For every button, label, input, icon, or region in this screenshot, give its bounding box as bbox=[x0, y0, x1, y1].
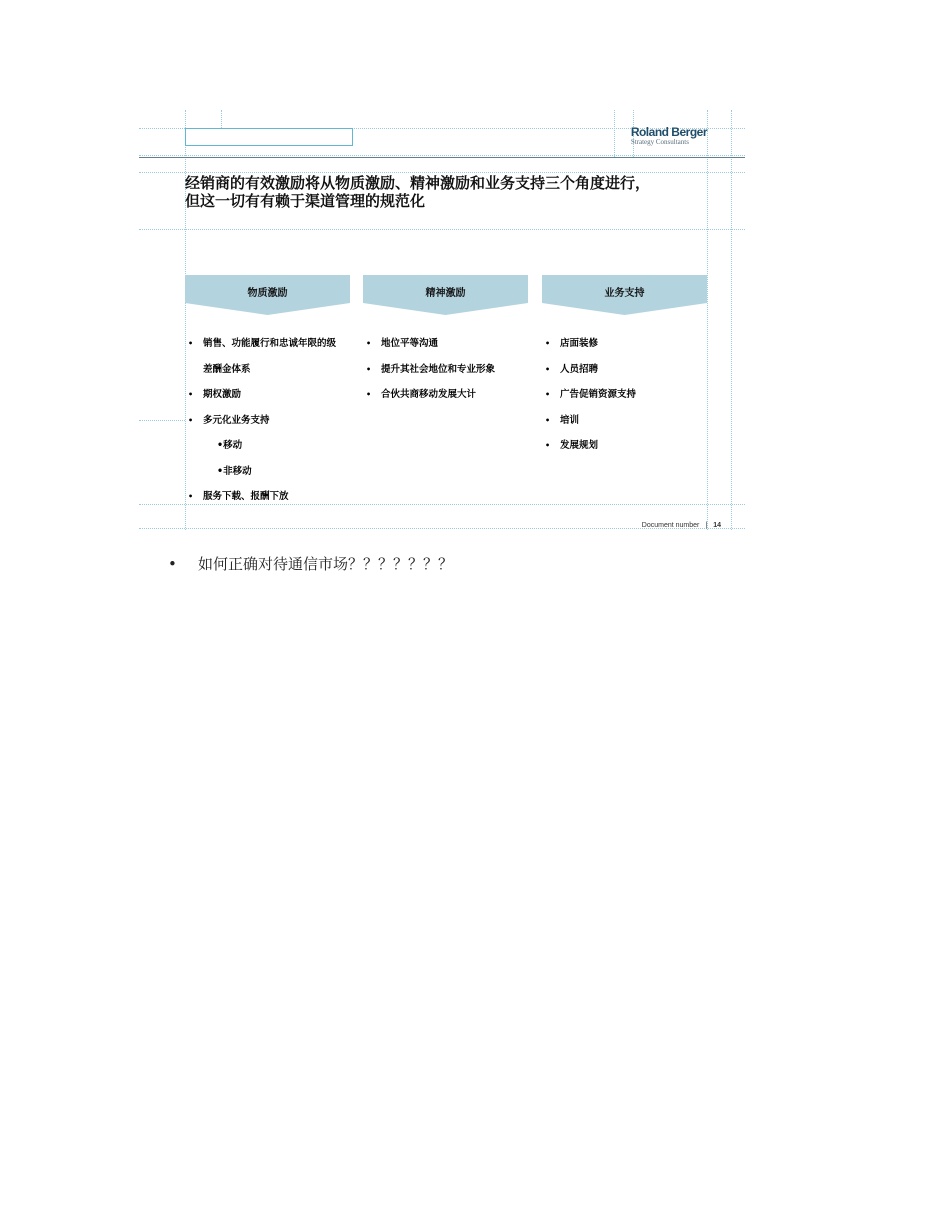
logo-name: Roland Berger bbox=[630, 125, 707, 139]
column-list bbox=[363, 331, 533, 408]
footer-separator: | bbox=[705, 522, 708, 529]
note-line bbox=[168, 553, 453, 574]
guide-line bbox=[139, 155, 745, 156]
guide-line bbox=[221, 110, 222, 128]
list-item: • 销售、功能履行和忠诚年限的级 bbox=[185, 331, 355, 357]
list-item: • 多元化业务支持 bbox=[185, 408, 355, 434]
list-item: 差酬金体系 bbox=[203, 363, 251, 375]
slide bbox=[139, 110, 745, 530]
list-item: • 服务下载、报酬下放 bbox=[185, 484, 355, 510]
column-list bbox=[542, 331, 712, 459]
list-item: • 广告促销资源支持 bbox=[542, 382, 712, 408]
slide-title-line: 经销商的有效激励将从物质激励、精神激励和业务支持三个角度进行， bbox=[185, 174, 651, 192]
guide-line bbox=[707, 110, 708, 530]
slide-title-line: 但这一切有有赖于渠道管理的规范化 bbox=[185, 192, 426, 210]
slide-title bbox=[185, 174, 725, 210]
logo-tagline: Strategy Consultants bbox=[630, 138, 689, 146]
guide-line bbox=[139, 229, 745, 230]
guide-line bbox=[614, 110, 615, 157]
column-material-incentive bbox=[185, 275, 350, 502]
column-header bbox=[542, 275, 707, 315]
column-header bbox=[185, 275, 350, 315]
header-rule bbox=[139, 157, 745, 158]
list-item: • 合伙共商移动发展大计 bbox=[363, 382, 533, 408]
slide-footer bbox=[642, 522, 721, 529]
list-item: • 期权激励 bbox=[185, 382, 355, 408]
list-item: • 店面装修 bbox=[542, 331, 712, 357]
page-number: 14 bbox=[713, 522, 721, 529]
list-item: • 发展规划 bbox=[542, 433, 712, 459]
column-header-label: 业务支持 bbox=[604, 288, 645, 299]
list-item: • 培训 bbox=[542, 408, 712, 434]
list-item: •移动 bbox=[217, 440, 243, 451]
column-header-label: 物质激励 bbox=[247, 288, 288, 299]
roland-berger-logo bbox=[631, 126, 707, 147]
guide-line bbox=[139, 172, 745, 173]
note-bullet: • bbox=[168, 555, 177, 573]
list-item: • 地位平等沟通 bbox=[363, 331, 533, 357]
title-placeholder-box bbox=[185, 128, 353, 146]
note-text: 如何正确对待通信市场？？？？？？？ bbox=[198, 555, 454, 573]
column-business-support bbox=[542, 275, 707, 451]
document-number-label: Document number bbox=[641, 522, 700, 529]
column-list bbox=[185, 331, 355, 510]
column-header bbox=[363, 275, 528, 315]
list-item: •非移动 bbox=[217, 465, 252, 477]
column-spiritual-incentive bbox=[363, 275, 528, 400]
guide-line bbox=[731, 110, 732, 530]
list-item: • 人员招聘 bbox=[542, 357, 712, 383]
column-header-label: 精神激励 bbox=[425, 288, 466, 299]
guide-line bbox=[139, 420, 185, 421]
list-item: • 提升其社会地位和专业形象 bbox=[363, 357, 533, 383]
